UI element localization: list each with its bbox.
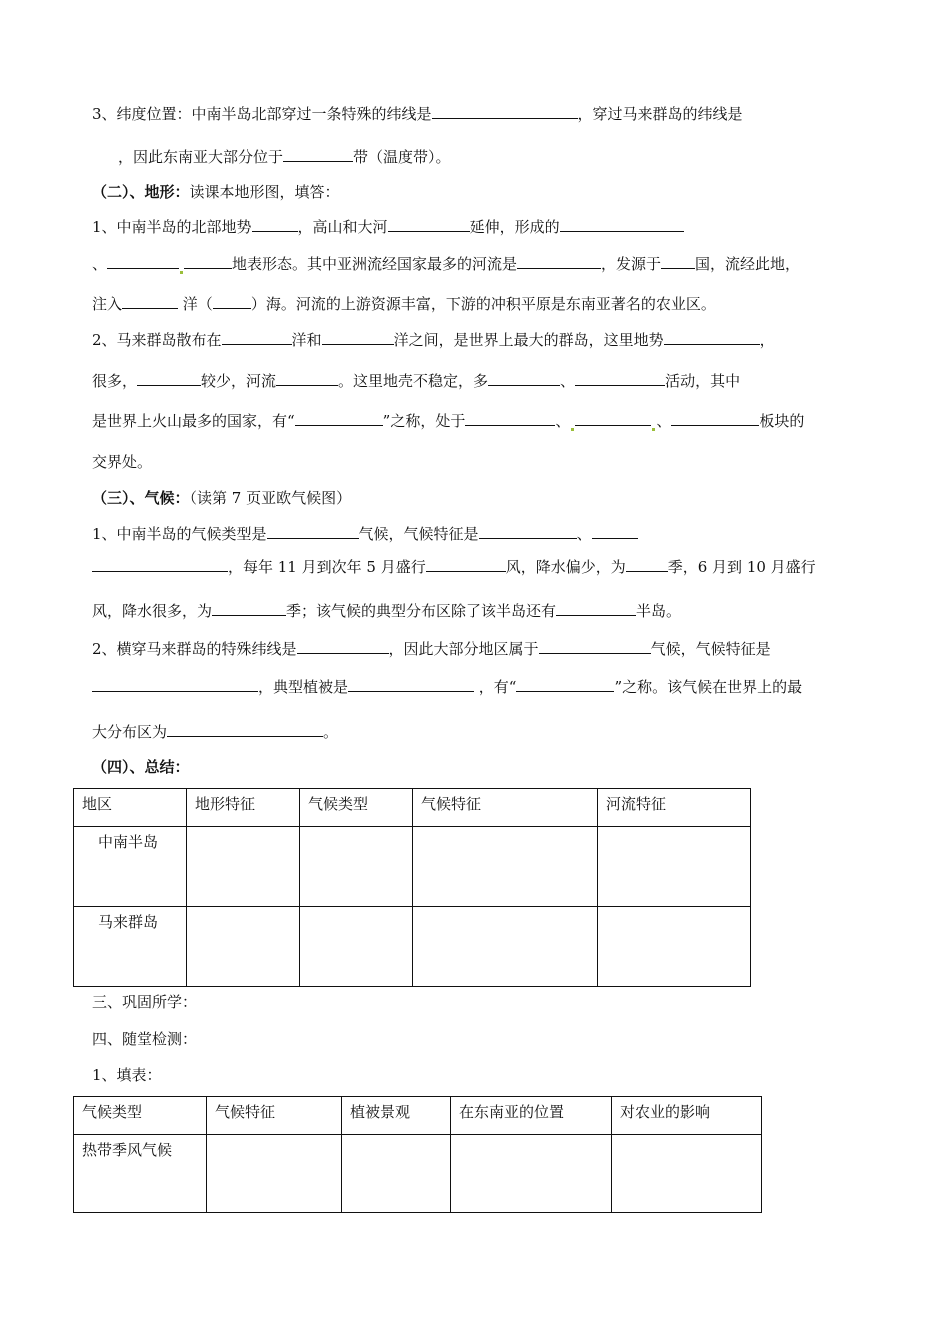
blank[interactable]	[465, 410, 555, 426]
blank[interactable]	[560, 216, 684, 232]
blank[interactable]	[388, 216, 470, 232]
sec2-p2-line1: 2、马来群岛散布在 洋和 洋之间，是世界上最大的群岛，这里地势 ，	[92, 331, 775, 349]
section-3-title: （三）、气候：（读第 7 页亚欧气候图）	[92, 489, 352, 507]
sec2-p2-line2: 很多， 较少，河流 。这里地壳不稳定，多 、 活动，其中	[92, 372, 741, 390]
blank[interactable]	[575, 410, 651, 426]
sec3-p1-line1: 1、中南半岛的气候类型是 气候，气候特征是 、	[92, 523, 638, 544]
blank[interactable]	[92, 556, 228, 572]
blank[interactable]	[671, 410, 759, 426]
cell[interactable]	[598, 827, 751, 907]
blank[interactable]	[167, 721, 323, 737]
row-label: 中南半岛	[74, 827, 187, 907]
blank[interactable]	[252, 216, 298, 232]
blank[interactable]	[348, 676, 474, 692]
section-4-title: （四）、总结：	[92, 758, 190, 776]
row-label: 热带季风气候	[74, 1135, 207, 1213]
fill-table-instruction: 1、填表：	[92, 1066, 162, 1084]
blank[interactable]	[213, 293, 251, 309]
blank[interactable]	[276, 370, 338, 386]
blank[interactable]	[137, 370, 201, 386]
blank[interactable]	[426, 556, 506, 572]
header-cell: 气候类型	[74, 1097, 207, 1135]
climate-table	[73, 1096, 762, 1213]
blank[interactable]	[92, 676, 258, 692]
blank[interactable]	[322, 329, 394, 345]
header-cell: 气候特征	[207, 1097, 342, 1135]
cell[interactable]	[207, 1135, 342, 1213]
header-cell: 河流特征	[598, 789, 751, 827]
header-cell: 对农业的影响	[612, 1097, 762, 1135]
sec2-p1-line2: 、 地表形态。其中亚洲流经国家最多的河流是 ，发源于 国，流经此地，	[92, 255, 801, 273]
blank[interactable]	[539, 638, 651, 654]
blank[interactable]	[283, 146, 353, 162]
blank[interactable]	[297, 638, 389, 654]
sec2-p1-line1: 1、中南半岛的北部地势 ，高山和大河 延伸，形成的	[92, 216, 684, 237]
blank[interactable]	[575, 370, 665, 386]
blank[interactable]	[122, 293, 178, 309]
sec3-p2-line3: 大分布区为 。	[92, 723, 339, 741]
blank[interactable]	[516, 676, 614, 692]
header-cell: 气候特征	[413, 789, 598, 827]
sec2-p1-line3: 注入 洋（ ）海。河流的上游资源丰富，下游的冲积平原是东南亚著名的农业区。	[92, 295, 716, 313]
blank[interactable]	[556, 600, 636, 616]
blank[interactable]	[592, 523, 638, 539]
cell[interactable]	[413, 827, 598, 907]
blank[interactable]	[432, 103, 578, 119]
cell[interactable]	[598, 907, 751, 987]
blank[interactable]	[267, 523, 359, 539]
header-cell: 地形特征	[187, 789, 300, 827]
section-2-title: （二）、地形：读课本地形图，填答：	[92, 183, 340, 201]
sec3-p1-line2: ，每年 11 月到次年 5 月盛行 风，降水偏少，为 季，6 月到 10 月盛行	[92, 556, 816, 577]
sec3-p1-line3: 风，降水很多，为 季；该气候的典型分布区除了该半岛还有 半岛。	[92, 602, 682, 620]
summary-table	[73, 788, 751, 987]
sec2-p2-line4: 交界处。	[92, 453, 153, 471]
sec3-p2-line1: 2、横穿马来群岛的特殊纬线是 ，因此大部分地区属于 气候，气候特征是	[92, 640, 771, 658]
cell[interactable]	[413, 907, 598, 987]
cell[interactable]	[342, 1135, 451, 1213]
cell[interactable]	[300, 827, 413, 907]
blank[interactable]	[479, 523, 577, 539]
blank[interactable]	[626, 556, 668, 572]
blank[interactable]	[222, 329, 292, 345]
blank[interactable]	[517, 253, 601, 269]
q3-line-1: 3、纬度位置：中南半岛北部穿过一条特殊的纬线是 ，穿过马来群岛的纬线是	[92, 105, 743, 123]
blank[interactable]	[107, 253, 179, 269]
blank[interactable]	[212, 600, 286, 616]
cell[interactable]	[300, 907, 413, 987]
sec3-p2-line2: ，典型植被是 ，有“ ”之称。该气候在世界上的最	[92, 676, 802, 697]
row-label: 马来群岛	[74, 907, 187, 987]
header-cell: 气候类型	[300, 789, 413, 827]
q3-line-2: ，因此东南亚大部分位于 带（温度带）。	[118, 148, 451, 166]
part-3-heading: 三、巩固所学：	[92, 993, 198, 1011]
cell[interactable]	[187, 907, 300, 987]
blank[interactable]	[295, 410, 383, 426]
part-4-heading: 四、随堂检测：	[92, 1030, 198, 1048]
cell[interactable]	[187, 827, 300, 907]
header-cell: 地区	[74, 789, 187, 827]
cell[interactable]	[612, 1135, 762, 1213]
header-cell: 在东南亚的位置	[451, 1097, 612, 1135]
blank[interactable]	[488, 370, 560, 386]
blank[interactable]	[664, 329, 760, 345]
sec2-p2-line3: 是世界上火山最多的国家，有“ ”之称，处于 、 、 板块的	[92, 412, 805, 430]
header-cell: 植被景观	[342, 1097, 451, 1135]
blank[interactable]	[184, 253, 232, 269]
blank[interactable]	[661, 253, 695, 269]
cell[interactable]	[451, 1135, 612, 1213]
